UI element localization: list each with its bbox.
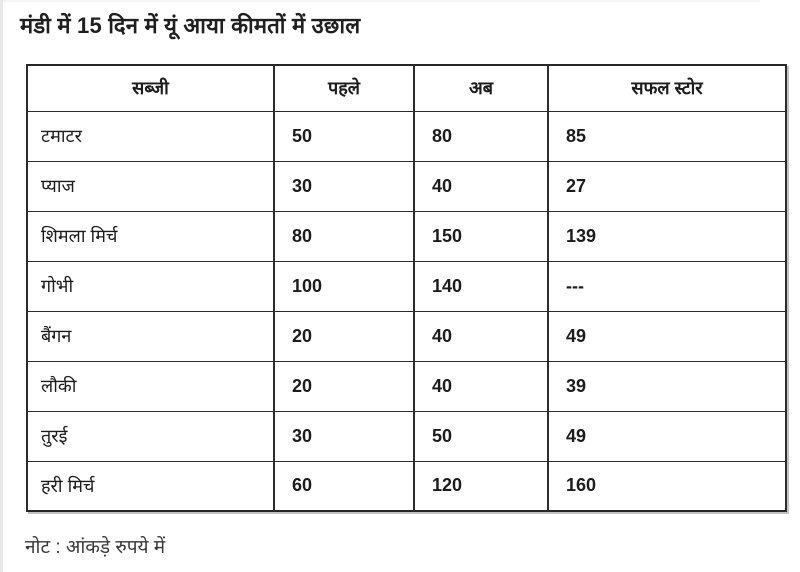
price-safal-store: 139 xyxy=(548,211,786,261)
price-now: 140 xyxy=(414,261,548,311)
table-row xyxy=(27,361,786,411)
price-now: 40 xyxy=(414,311,548,361)
vegetable-name: तुरई xyxy=(27,411,274,461)
price-safal-store: 39 xyxy=(548,361,786,411)
price-before: 20 xyxy=(274,311,414,361)
price-now: 80 xyxy=(414,111,548,161)
table-row xyxy=(27,411,786,461)
price-before: 20 xyxy=(274,361,414,411)
vegetable-name: गोभी xyxy=(27,261,274,311)
vegetable-name: टमाटर xyxy=(27,111,274,161)
price-now: 40 xyxy=(414,361,548,411)
price-now: 120 xyxy=(414,461,548,511)
vegetable-name: बैंगन xyxy=(27,311,274,361)
price-safal-store: --- xyxy=(548,261,786,311)
price-before: 100 xyxy=(274,261,414,311)
price-before: 30 xyxy=(274,161,414,211)
table-header xyxy=(27,65,786,111)
price-safal-store: 85 xyxy=(548,111,786,161)
price-now: 40 xyxy=(414,161,548,211)
price-before: 50 xyxy=(274,111,414,161)
vegetable-name: प्याज xyxy=(27,161,274,211)
page-left-edge xyxy=(0,0,3,572)
price-now: 50 xyxy=(414,411,548,461)
price-safal-store: 49 xyxy=(548,311,786,361)
vegetable-name: हरी मिर्च xyxy=(27,461,274,511)
column-header-before: पहले xyxy=(274,65,414,111)
table-row xyxy=(27,311,786,361)
price-safal-store: 160 xyxy=(548,461,786,511)
table-row xyxy=(27,111,786,161)
table-row xyxy=(27,161,786,211)
price-before: 80 xyxy=(274,211,414,261)
page-title: मंडी में 15 दिन में यूं आया कीमतों में उछाल xyxy=(20,13,361,38)
price-now: 150 xyxy=(414,211,548,261)
price-before: 30 xyxy=(274,411,414,461)
vegetable-name: शिमला मिर्च xyxy=(27,211,274,261)
table-row xyxy=(27,211,786,261)
price-safal-store: 49 xyxy=(548,411,786,461)
table-row xyxy=(27,461,786,511)
table-row xyxy=(27,261,786,311)
column-header-vegetable: सब्जी xyxy=(27,65,274,111)
page-top-edge xyxy=(0,0,760,2)
price-safal-store: 27 xyxy=(548,161,786,211)
price-before: 60 xyxy=(274,461,414,511)
price-table xyxy=(26,64,787,512)
vegetable-name: लौकी xyxy=(27,361,274,411)
header-row xyxy=(27,65,786,111)
column-header-now: अब xyxy=(414,65,548,111)
table-body xyxy=(27,111,786,511)
page-note: नोट : आंकड़े रुपये में xyxy=(25,537,166,558)
column-header-safal-store: सफल स्टोर xyxy=(548,65,786,111)
